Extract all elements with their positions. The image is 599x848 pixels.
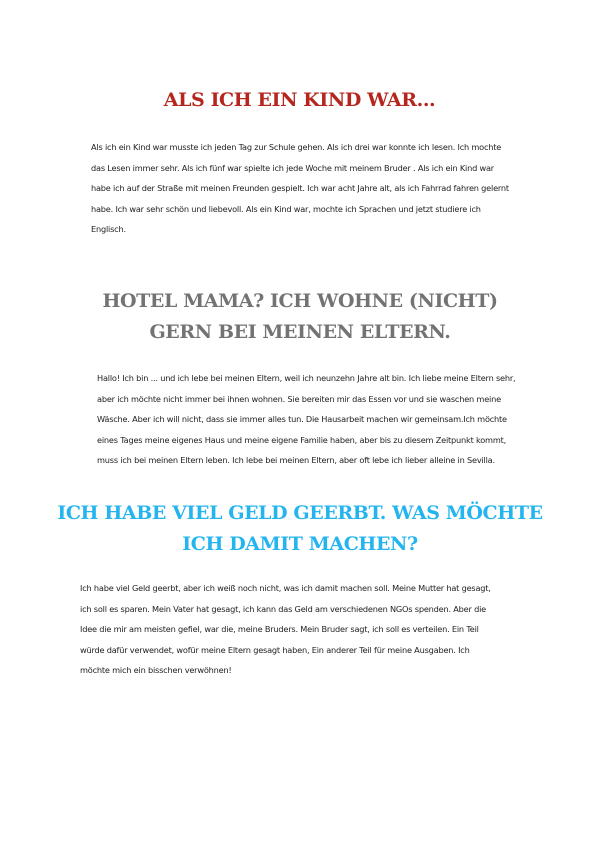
section-title-hotel-mama: HOTEL MAMA? ICH WOHNE (NICHT) GERN BEI MEINEN ELTERN. (102, 290, 498, 343)
section-text-hotel-mama: Hallo! Ich bin ... und ich lebe bei meinen Eltern, weil ich neunzehn Jahre alt bin. Ich liebe meine Eltern sehr, aber ich möchte nicht immer bei ihnen wohnen. Sie bereiten mir das Essen vor und sie waschen meine Wäsche. Aber ich will nicht, dass sie immer alles tun. Die Hausarbeit machen wir gemeinsam.Ich möchte eines Tages meine eigenes Haus und meine eigene Familie haben, aber bis zu diesem Zeitpunkt kommt, muss ich bei meinen Eltern leben. Ich lebe bei meinen Eltern, aber oft lebe ich lieber alleine in Sevilla. (97, 373, 516, 466)
section-text-inheritance: Ich habe viel Geld geerbt, aber ich weiß noch nicht, was ich damit machen soll. Meine Mutter hat gesagt, ich soll es sparen. Mein Vater hat gesagt, ich kann das Geld am verschiedenen NGOs spenden. Aber die Idee die mir am meisten gefiel, war die, meine Bruders. Mein Bruder sagt, ich soll es verteilen. Ein Teil würde dafür verwendet, wofür meine Eltern gesagt haben, Ein anderer Teil für meine Ausgaben. Ich möchte mich ein bisschen verwöhnen! (80, 583, 491, 676)
section-title-childhood: ALS ICH EIN KIND WAR... (163, 89, 436, 111)
section-text-childhood: Als ich ein Kind war musste ich jeden Tag zur Schule gehen. Als ich drei war konnte ich lesen. Ich mochte das Lesen immer sehr. Als ich fünf war spielte ich jede Woche mit meinem Bruder . Als ich ein Kind war habe ich auf der Straße mit meinen Freunden gespielt. Ich war acht Jahre alt, als ich Fahrrad fahren gelernt habe. Ich war sehr schön und liebevoll. Als ein Kind war, mochte ich Sprachen und jetzt studiere ich Englisch. (91, 142, 509, 235)
section-title-inheritance: ICH HABE VIEL GELD GEERBT. WAS MÖCHTE ICH DAMIT MACHEN? (57, 502, 543, 555)
